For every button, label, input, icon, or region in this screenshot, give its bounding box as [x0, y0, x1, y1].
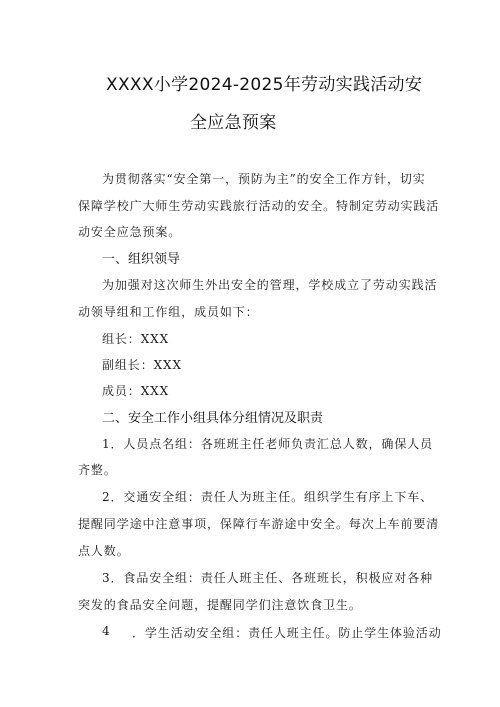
document-title-line-2: 全应急预案	[190, 113, 277, 133]
intro-line-1: 为贯彻落实“安全第一，预防为主”的安全工作方针，切实	[102, 172, 426, 186]
item-4-number: 4	[102, 624, 111, 638]
section-1-heading: 一、组织领导	[102, 252, 181, 267]
item-3-line-2: 突发的食品安全问题，提醒同学们注意饮食卫生。	[78, 598, 362, 612]
section-2-heading: 二、安全工作小组具体分组情况及职责	[102, 411, 324, 426]
document-title-line-1: XXXX小学2024-2025年劳动实践活动安	[106, 75, 423, 95]
item-2-line-3: 点人数。	[78, 544, 130, 558]
item-1-line-1: 1．人员点名组：各班班主任老师负责汇总人数，确保人员	[102, 437, 434, 451]
leader-line: 组长：XXX	[102, 332, 170, 346]
item-2-line-1: 2．交通安全组：责任人为班主任。组织学生有序上下车、	[102, 490, 434, 504]
section-1-line-2: 动领导组和工作组，成员如下：	[78, 305, 259, 319]
intro-line-3: 动安全应急预案。	[78, 225, 182, 239]
item-1-line-2: 齐整。	[78, 463, 117, 477]
item-4-line-1: ．学生活动安全组：责任人班主任。防止学生体验活动	[132, 626, 442, 640]
item-2-line-2: 提醒同学途中注意事项，保障行车游途中安全。每次上车前要清	[78, 517, 440, 531]
item-3-line-1: 3．食品安全组：责任人班主任、各班班长，积极应对各种	[102, 571, 434, 585]
deputy-leader-line: 副组长：XXX	[102, 358, 182, 372]
members-line: 成员：XXX	[102, 384, 170, 398]
section-1-line-1: 为加强对这次师生外出安全的管理，学校成立了劳动实践活	[102, 278, 438, 292]
intro-line-2: 保障学校广大师生劳动实践旅行活动的安全。特制定劳动实践活	[78, 199, 440, 213]
